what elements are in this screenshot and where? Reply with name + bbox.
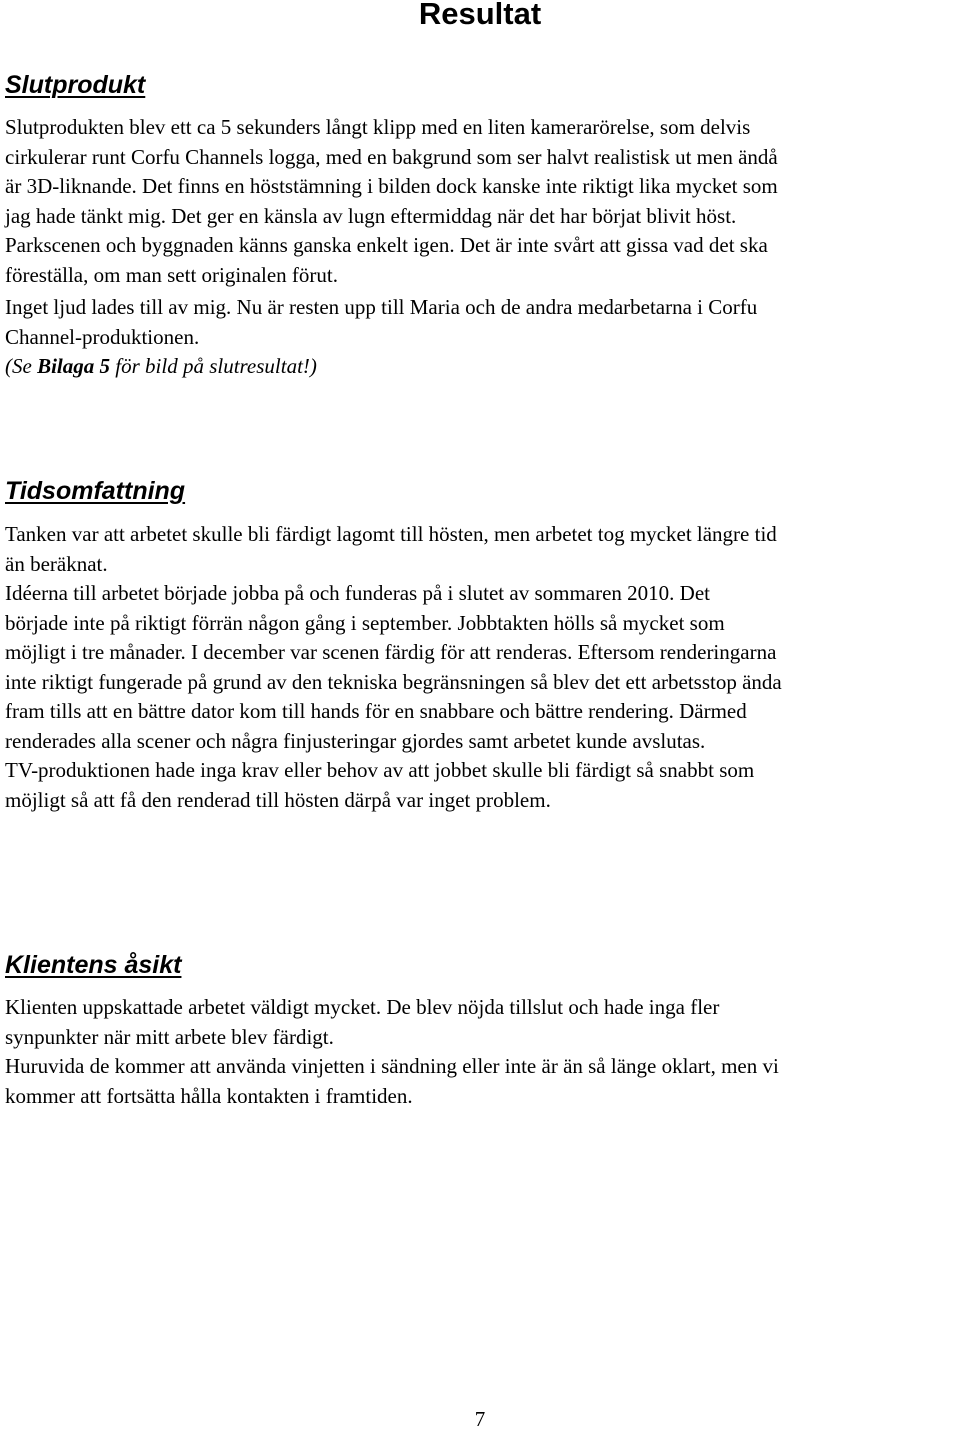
paragraph-line: är 3D-liknande. Det finns en höststämning i bilden dock kanske inte riktigt lika mycket som: [5, 174, 778, 198]
paragraph-line: Klienten uppskattade arbetet väldigt mycket. De blev nöjda tillslut och hade inga fler: [5, 995, 720, 1019]
paragraph-line: Channel-produktionen.: [5, 324, 200, 349]
paragraph-line: Inget ljud lades till av mig. Nu är resten upp till Maria och de andra medarbetarna i Corfu: [5, 295, 758, 319]
paragraph-line: möjligt i tre månader. I december var scenen färdig för att renderas. Eftersom renderingarna: [5, 640, 777, 664]
section-heading-tidsomfattning: Tidsomfattning: [5, 477, 186, 505]
paragraph-line: renderades alla scener och några finjusteringar gjordes samt arbetet kunde avslutas.: [5, 728, 706, 753]
paragraph-line: inte riktigt fungerade på grund av den tekniska begränsningen så blev det ett arbetsstop ända: [5, 669, 782, 694]
section-body-klientens-asikt: [5, 993, 779, 1111]
section-heading-klientens-asikt: Klientens åsikt: [5, 951, 182, 979]
section-body-slutprodukt: [5, 113, 778, 382]
page-number: 7: [474, 1407, 486, 1431]
paragraph-line: föreställa, om man sett originalen förut.: [5, 262, 338, 287]
paragraph-line: synpunkter när mitt arbete blev färdigt.: [5, 1024, 334, 1049]
appendix-reference-note: [5, 352, 778, 382]
paragraph-line: än beräknat.: [5, 551, 108, 576]
paragraph-line: möjligt så att få den renderad till hösten därpå var inget problem.: [5, 787, 551, 812]
paragraph-line: Idéerna till arbetet började jobba på och funderas på i slutet av sommaren 2010. Det: [5, 581, 710, 605]
note-suffix: för bild på slutresultat!): [110, 354, 317, 378]
paragraph-line: kommer att fortsätta hålla kontakten i framtiden.: [5, 1083, 413, 1108]
paragraph-line: Huruvida de kommer att använda vinjetten i sändning eller inte är än så länge oklart, men vi: [5, 1054, 779, 1078]
note-prefix: (Se: [5, 354, 38, 378]
appendix-link-text: Bilaga 5: [37, 354, 111, 378]
paragraph-line: cirkulerar runt Corfu Channels logga, med en bakgrund som ser halvt realistisk ut men ändå: [5, 144, 778, 169]
paragraph-line: TV-produktionen hade inga krav eller behov av att jobbet skulle bli färdigt så snabbt som: [5, 758, 755, 782]
paragraph-line: började inte på riktigt förrän någon gång i september. Jobbtakten hölls så mycket som: [5, 610, 725, 635]
section-body-tidsomfattning: [5, 520, 782, 815]
page-title: Resultat: [418, 0, 542, 31]
paragraph-line: Parkscenen och byggnaden känns ganska enkelt igen. Det är inte svårt att gissa vad det ska: [5, 233, 768, 257]
section-heading-slutprodukt: Slutprodukt: [5, 71, 146, 99]
paragraph-line: Tanken var att arbetet skulle bli färdigt lagomt till hösten, men arbetet tog mycket längre tid: [5, 522, 777, 546]
paragraph-line: jag hade tänkt mig. Det ger en känsla av lugn eftermiddag när det har börjat blivit höst.: [5, 203, 737, 228]
paragraph-line: Slutprodukten blev ett ca 5 sekunders långt klipp med en liten kamerarörelse, som delvis: [5, 115, 751, 139]
paragraph-line: fram tills att en bättre dator kom till hands för en snabbare och bättre rendering. Därmed: [5, 699, 747, 723]
